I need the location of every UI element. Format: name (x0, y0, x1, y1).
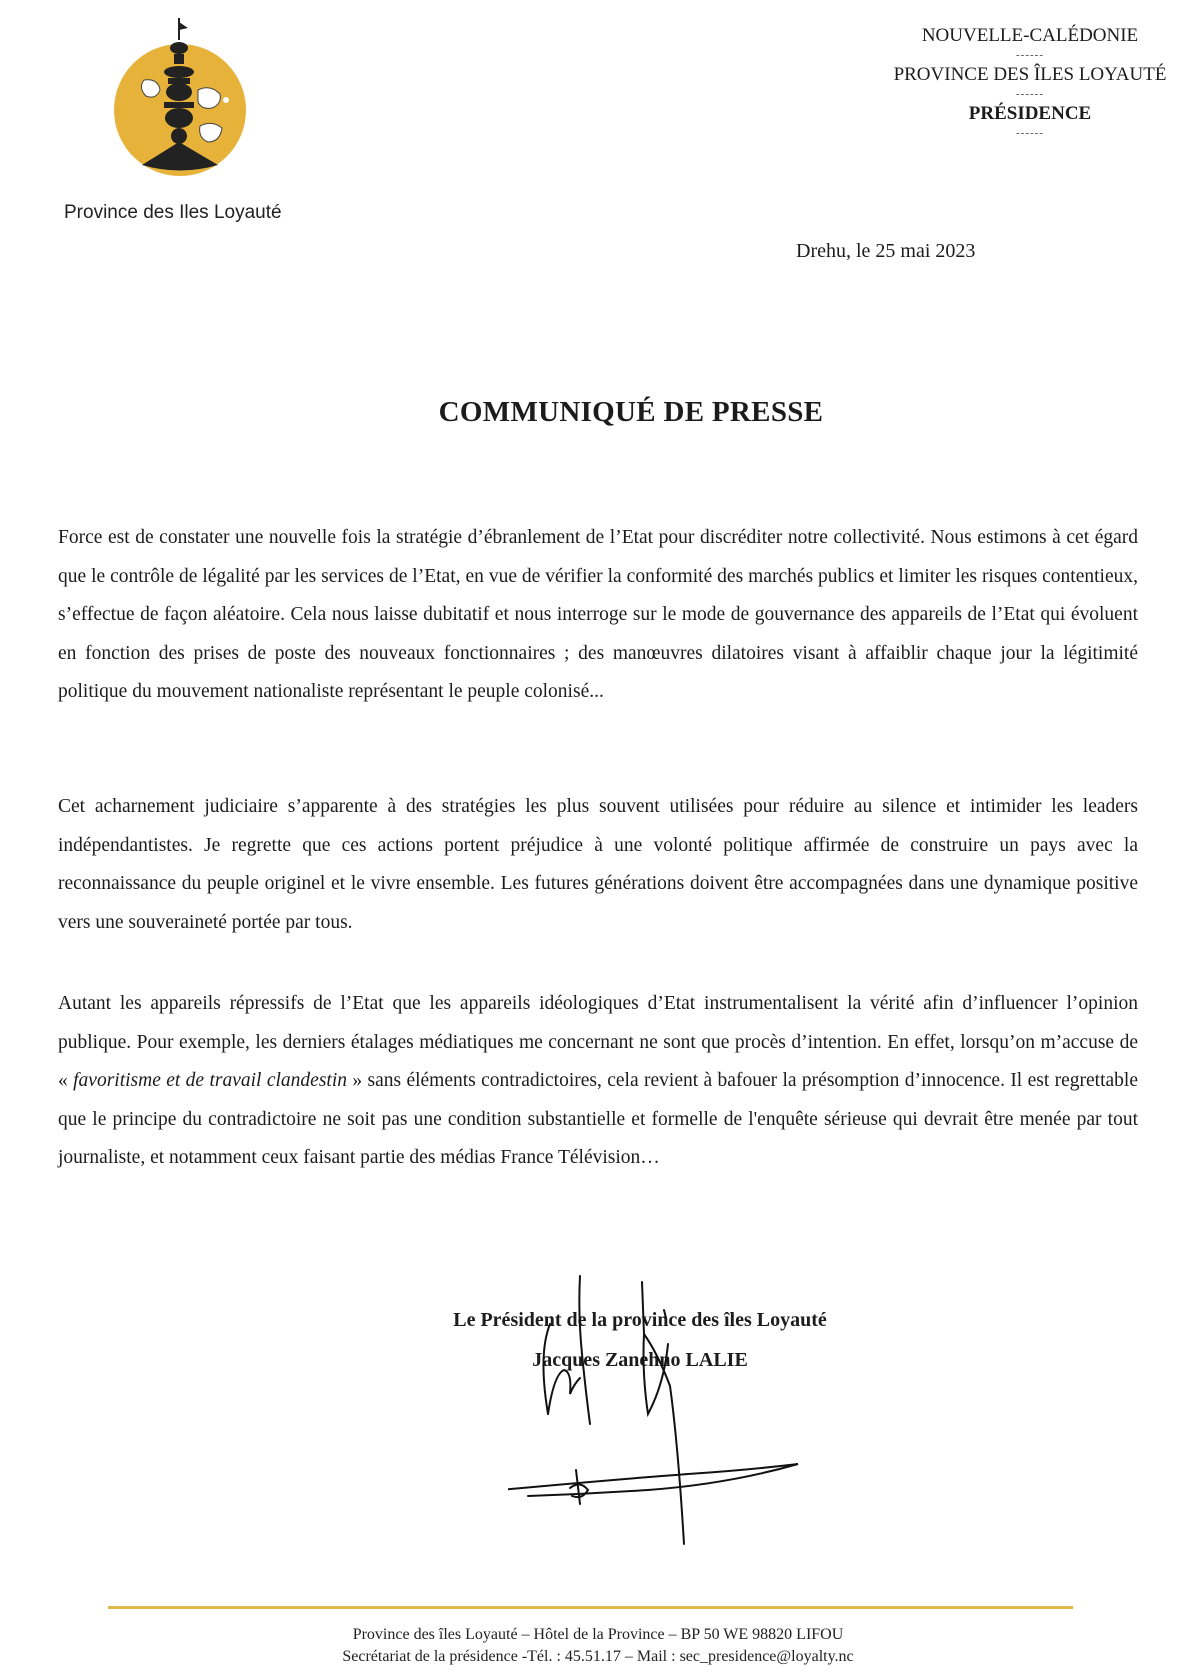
page-title: COMMUNIQUÉ DE PRESSE (438, 396, 824, 428)
handwritten-signature (508, 1274, 838, 1564)
signatory-name: Jacques Zanehno LALIE (532, 1349, 748, 1371)
header-separator: ------ (1016, 127, 1044, 139)
paragraph-text: Autant les appareils répressifs de l’Etat que les appareils idéologiques d’Etat instrumentalisent la vérité afin d’influencer l’opinion publique. Pour exemple, les derniers étalages médiatiques me concernant ne sont que procès d’intention. En effet, lorsqu’on m’accuse de « (58, 993, 1143, 1091)
org-caption: Province des Iles Loyauté (64, 202, 282, 223)
body-paragraph: Cet acharnement judiciaire s’apparente à des stratégies les plus souvent utilisées pour réduire au silence et intimider les leaders indépendantistes. Je regrette que ces actions portent préjudice à une volonté politique affirmée de construire un pays avec la reconnaissance du peuple originel et le vivre ensemble. Les futures générations doivent être accompagnées dans une dynamique positive vers une souveraineté portée par tous. (58, 796, 1138, 933)
paragraph-text: » sans éléments contradictoires, cela revient à bafouer la présomption d’innocence. Il est regrettable que le principe du contradictoire ne soit pas une condition substantielle et formelle de l'enquête sérieuse qui devrait être menée par tout journaliste, et notamment ceux faisant partie des médias France Télévision… (58, 1070, 1138, 1168)
footer (0, 1624, 1196, 1668)
header-territory: NOUVELLE-CALÉDONIE (921, 25, 1139, 46)
letterhead (860, 22, 1196, 139)
header-province: PROVINCE DES ÎLES LOYAUTÉ (893, 64, 1167, 85)
province-emblem-icon (108, 18, 258, 178)
header-separator: ------ (1016, 49, 1044, 61)
header-separator: ------ (1016, 88, 1044, 100)
signatory-role: Le Président de la province des îles Loyauté (453, 1309, 827, 1331)
footer-divider (108, 1606, 1073, 1609)
document-date: Drehu, le 25 mai 2023 (796, 240, 976, 262)
body-paragraph: Force est de constater une nouvelle fois la stratégie d’ébranlement de l’Etat pour discréditer notre collectivité. Nous estimons à cet égard que le contrôle de légalité par les services de l’Etat, en vue de vérifier la conformité des marchés publics et limiter les risques contentieux, s’effectue de façon aléatoire. Cela nous laisse dubitatif et nous interroge sur le mode de gouvernance des appareils de l’Etat qui évoluent en fonction des prises de poste des nouveaux fonctionnaires ; des manœuvres dilatoires visant à affaiblir chaque jour la légitimité politique du mouvement nationaliste représentant le peuple colonisé... (58, 527, 1138, 702)
header-office: PRÉSIDENCE (968, 103, 1092, 124)
quoted-accusation: favoritisme et de travail clandestin (73, 1070, 347, 1091)
footer-contact: Secrétariat de la présidence -Tél. : 45.51.17 – Mail : sec_presidence@loyalty.nc (342, 1648, 854, 1665)
body-paragraph (58, 985, 1143, 1178)
footer-address: Province des îles Loyauté – Hôtel de la Province – BP 50 WE 98820 LIFOU (352, 1626, 844, 1643)
